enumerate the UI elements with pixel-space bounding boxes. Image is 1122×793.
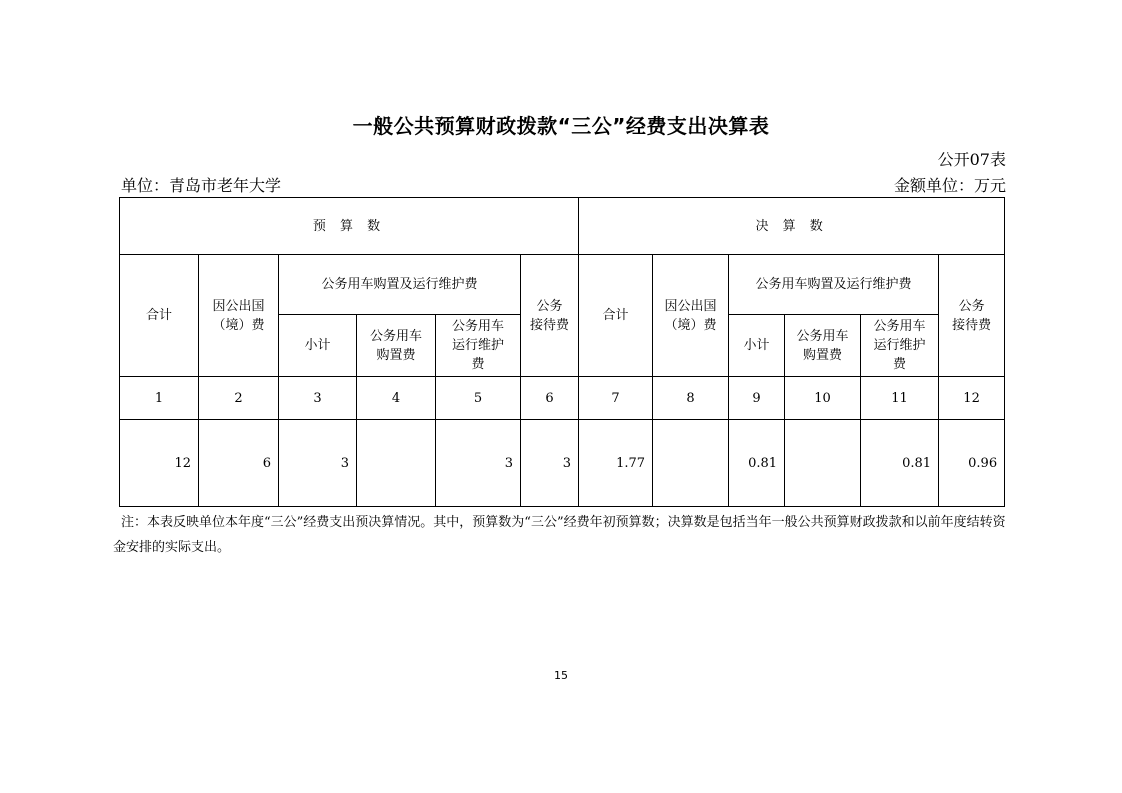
header-budget-subtotal: 小计 xyxy=(279,315,357,377)
header-budget-reception: 公务 接待费 xyxy=(521,255,579,377)
header-final-total: 合计 xyxy=(579,255,653,377)
header-budget-abroad: 因公出国 （境）费 xyxy=(199,255,279,377)
value-final-reception: 0.96 xyxy=(939,420,1005,507)
index-cell: 5 xyxy=(436,377,521,420)
expenditure-table xyxy=(119,197,1005,507)
table-group-header-row xyxy=(120,198,1005,255)
index-cell: 6 xyxy=(521,377,579,420)
value-final-subtotal: 0.81 xyxy=(729,420,785,507)
index-cell: 4 xyxy=(357,377,436,420)
header-budget-total: 合计 xyxy=(120,255,199,377)
index-cell: 10 xyxy=(785,377,861,420)
amount-unit: 金额单位：万元 xyxy=(893,176,1006,195)
value-final-total: 1.77 xyxy=(579,420,653,507)
header-budget-vehicle-purchase: 公务用车 购置费 xyxy=(357,315,436,377)
value-final-vehicle-operation: 0.81 xyxy=(861,420,939,507)
value-budget-abroad: 6 xyxy=(199,420,279,507)
reporting-unit: 单位：青岛市老年大学 xyxy=(121,176,282,195)
index-cell: 11 xyxy=(861,377,939,420)
header-final-abroad: 因公出国 （境）费 xyxy=(653,255,729,377)
index-cell: 12 xyxy=(939,377,1005,420)
header-final-vehicle-operation: 公务用车 运行维护 费 xyxy=(861,315,939,377)
index-cell: 9 xyxy=(729,377,785,420)
table-index-row xyxy=(120,377,1005,420)
value-final-vehicle-purchase xyxy=(785,420,861,507)
page-title: 一般公共预算财政拨款“三公”经费支出决算表 xyxy=(352,114,770,138)
value-budget-subtotal: 3 xyxy=(279,420,357,507)
index-cell: 2 xyxy=(199,377,279,420)
value-budget-reception: 3 xyxy=(521,420,579,507)
value-budget-vehicle-operation: 3 xyxy=(436,420,521,507)
header-final-subtotal: 小计 xyxy=(729,315,785,377)
header-final-vehicle-purchase: 公务用车 购置费 xyxy=(785,315,861,377)
table-note: 注：本表反映单位本年度“三公”经费支出预决算情况。其中，预算数为“三公”经费年初预算数；决算数是包括当年一般公共预算财政拨款和以前年度结转资金安排的实际支出。 xyxy=(113,515,1006,555)
value-final-abroad xyxy=(653,420,729,507)
table-value-row xyxy=(120,420,1005,507)
header-final: 决 算 数 xyxy=(579,198,1005,255)
header-budget-vehicle-group: 公务用车购置及运行维护费 xyxy=(279,255,521,315)
index-cell: 1 xyxy=(120,377,199,420)
index-cell: 7 xyxy=(579,377,653,420)
index-cell: 3 xyxy=(279,377,357,420)
header-budget: 预 算 数 xyxy=(120,198,579,255)
page-number: 15 xyxy=(554,669,568,682)
header-budget-vehicle-operation: 公务用车 运行维护 费 xyxy=(436,315,521,377)
header-final-vehicle-group: 公务用车购置及运行维护费 xyxy=(729,255,939,315)
value-budget-vehicle-purchase xyxy=(357,420,436,507)
form-number: 公开07表 xyxy=(937,150,1006,169)
table-header-row-1 xyxy=(120,255,1005,315)
index-cell: 8 xyxy=(653,377,729,420)
header-final-reception: 公务 接待费 xyxy=(939,255,1005,377)
value-budget-total: 12 xyxy=(120,420,199,507)
